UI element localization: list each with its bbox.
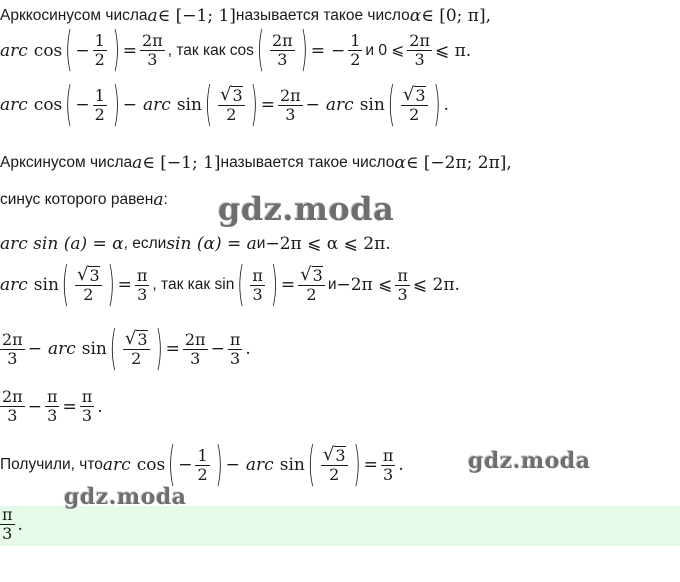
math: − (27, 396, 42, 417)
math: arc (245, 455, 274, 476)
watermark: gdz.moda (64, 484, 187, 510)
fraction: $\frac{\pi}{3}$ (136, 265, 148, 304)
arcsin-definition-cont (0, 190, 168, 210)
fraction: √ 3 2 (124, 328, 148, 369)
arccos-minus-arcsin: arc cos ( − $\frac{1}{2}$ ) − arc sin ( √ 3 2 ) = $\frac{2\pi}{3}$ − arc sin ( √ 3 2 ) . (0, 78, 449, 133)
text: Получили, что (0, 456, 103, 474)
math-var: α (409, 6, 422, 26)
math: sin (279, 455, 305, 476)
text: и (256, 235, 266, 252)
math: = (122, 40, 138, 61)
arccos-definition (0, 6, 491, 26)
math: arc (0, 95, 28, 116)
math: . (97, 396, 103, 417)
final-answer (0, 506, 23, 544)
math: sin (359, 95, 385, 116)
conclusion: Получили, что arc cos ( − $\frac{1}{2}$ ) − arc sin ( √ 3 2 ) = $\frac{\pi}{3}$ . (0, 438, 404, 493)
math: . (245, 339, 251, 360)
fraction: $\frac{2\pi}{3}$ (271, 31, 293, 70)
math: = (363, 455, 378, 476)
math: − (75, 40, 90, 61)
math: − (330, 40, 346, 61)
text: Арксинусом числа (0, 154, 133, 171)
fraction: $\frac{\pi}{3}$ (229, 329, 241, 368)
text: , если (123, 235, 167, 252)
math: − (178, 455, 193, 476)
text: называется такое число (220, 154, 395, 171)
text: Арккосинусом числа (0, 7, 148, 24)
math: ∈ [−1; 1] (157, 6, 236, 26)
math: arc (102, 455, 131, 476)
fraction: $\frac{1}{2}$ (94, 85, 105, 124)
math: = (62, 396, 77, 417)
calc-step-2 (0, 388, 103, 426)
math: arc (325, 95, 354, 116)
fraction: √ 3 2 (322, 444, 346, 485)
math: ⩽ π. (434, 40, 472, 61)
math: − (305, 95, 320, 116)
text: : (163, 191, 168, 208)
math: − (75, 95, 90, 116)
math: − (225, 455, 240, 476)
fraction: $\frac{\pi}{3}$ (252, 265, 263, 304)
fraction: $\frac{\pi}{3}$ (2, 505, 13, 544)
text: называется такое число (235, 7, 410, 24)
math: sin (33, 275, 59, 296)
math: sin (81, 339, 107, 360)
fraction: √ 3 2 (402, 84, 426, 125)
fraction: $\frac{\pi}{3}$ (382, 445, 394, 484)
math: arc (143, 95, 171, 116)
arccos-example: arc cos ( − $\frac{1}{2}$ ) = $\frac{2\pi}{3}$ , так как cos ( $\frac{2\pi}{3}$ ) = − $\frac{1}{2}$ и 0 ⩽ $\frac{2\pi}{3}$ ⩽ π. (0, 23, 472, 79)
math: = (310, 40, 325, 61)
math: = (117, 275, 132, 296)
math: cos (136, 455, 166, 476)
fraction: $\frac{\pi}{3}$ (46, 387, 58, 426)
text: синус которого равен (0, 191, 154, 208)
fraction: $\frac{1}{2}$ (350, 31, 361, 70)
math: sin (α) = a (166, 234, 257, 254)
fraction: $\frac{2\pi}{3}$ (142, 31, 163, 70)
math: arc (0, 40, 28, 61)
fraction: $\frac{2\pi}{3}$ (409, 31, 430, 70)
fraction: $\frac{\pi}{3}$ (81, 387, 93, 426)
fraction: $\frac{2\pi}{3}$ (279, 85, 301, 124)
fraction: $\frac{2\pi}{3}$ (184, 329, 206, 368)
text: , так как sin (152, 276, 235, 294)
watermark: gdz.moda (468, 448, 591, 474)
math-var: a (132, 153, 143, 173)
math: ⩽ 2π. (412, 275, 460, 296)
math: = (165, 339, 180, 360)
math: = (280, 275, 296, 296)
math: arc (47, 339, 76, 360)
math-var: a (153, 190, 164, 210)
math: ∈ [−2π; 2π], (405, 153, 512, 173)
math: −2π ⩽ (336, 275, 393, 296)
arcsin-formula (0, 234, 391, 254)
watermark: gdz.moda (218, 190, 395, 228)
answer-highlight (0, 506, 680, 546)
math: . (17, 514, 23, 535)
math: − (210, 339, 225, 360)
fraction: $\frac{2\pi}{3}$ (2, 387, 23, 426)
fraction: √ 3 2 (76, 264, 100, 305)
math: arc (0, 275, 28, 296)
math: ∈ [−1; 1] (142, 153, 221, 173)
math: sin (176, 95, 202, 116)
math: − (122, 95, 138, 116)
math: . (443, 95, 449, 116)
fraction: $\frac{2\pi}{3}$ (2, 329, 23, 368)
arcsin-example: arc sin ( √ 3 2 ) = $\frac{\pi}{3}$ , так как sin ( $\frac{\pi}{3}$ ) = √ 3 2 и −2π ⩽ $\frac{\pi}{3}$ ⩽ 2π. (0, 258, 460, 313)
math: ∈ [0; π], (421, 6, 491, 26)
math: −2π ⩽ α ⩽ 2π. (265, 234, 391, 254)
math: cos (33, 95, 63, 116)
text: и 0 ⩽ (365, 42, 405, 60)
fraction: √ 3 2 (300, 264, 323, 305)
math: . (398, 455, 404, 476)
arcsin-definition (0, 153, 512, 173)
fraction: $\frac{1}{2}$ (197, 445, 208, 484)
fraction: $\frac{1}{2}$ (94, 31, 105, 70)
fraction: √ 3 2 (219, 84, 243, 125)
text: , так как cos (167, 41, 254, 59)
math: arc sin (a) = α (0, 234, 124, 254)
math: − (27, 339, 42, 360)
math: = (260, 95, 275, 116)
calc-step-1: $\frac{2\pi}{3}$ − arc sin ( √ 3 2 ) = $\frac{2\pi}{3}$ − $\frac{\pi}{3}$ . (2, 322, 251, 377)
fraction: $\frac{\pi}{3}$ (397, 265, 408, 304)
math-var: α (394, 153, 406, 173)
math: cos (33, 40, 63, 61)
text: и (327, 276, 337, 294)
math-var: a (147, 6, 158, 26)
